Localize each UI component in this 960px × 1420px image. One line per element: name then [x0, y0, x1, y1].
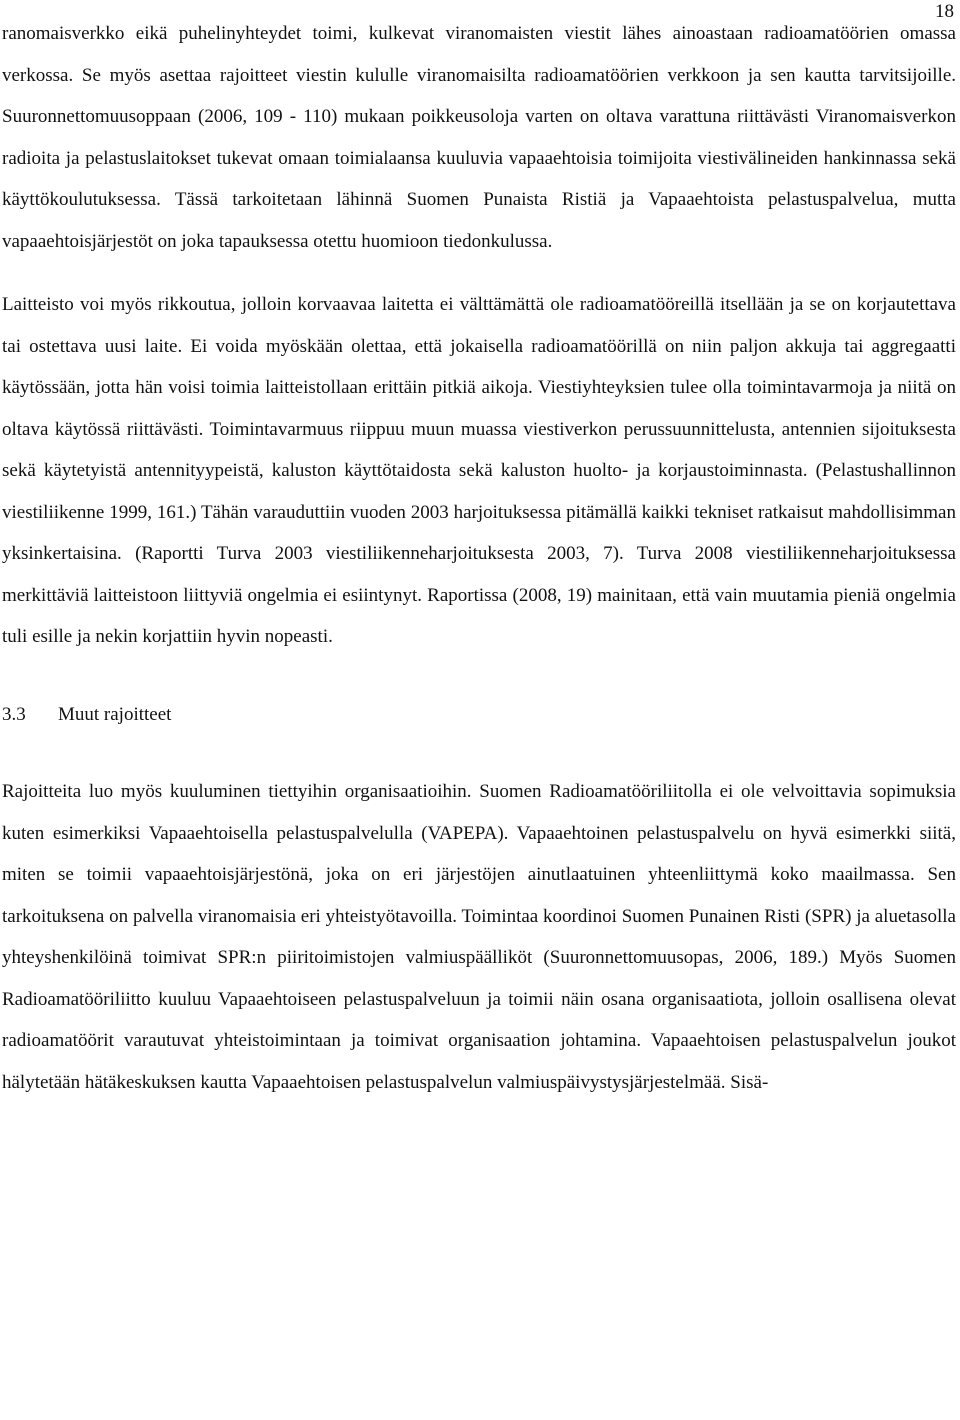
paragraph-3: Rajoitteita luo myös kuuluminen tiettyihin organisaatioihin. Suomen Radioamatööriliitolla ei ole velvoittavia sopimuksia kuten esimerkiksi Vapaaehtoisella pelastuspalvelulla (VAPEPA). Vapaaehtoinen pelastuspalvelu on hyvä esimerkki siitä, miten se toimii vapaaehtoisjärjestönä, joka on eri järjestöjen ainutlaatuinen yhteenliittymä koko maailmassa. Sen tarkoituksena on palvella viranomaisia eri yhteistyötavoilla. Toimintaa koordinoi Suomen Punainen Risti (SPR) ja aluetasolla yhteyshenkilöinä toimivat SPR:n piiritoimistojen valmiuspäälliköt (Suuronnettomuusopas, 2006, 189.) Myös Suomen Radioamatööriliitto kuuluu Vapaaehtoiseen pelastuspalveluun ja toimii näin osana organisaatiota, jolloin osallisena olevat radioamatöörit varautuvat yhteistoimintaan ja toimivat organisaation johtamina. Vapaaehtoisen pelastuspalvelun joukot hälytetään hätäkeskuksen kautta Vapaaehtoisen pelastuspalvelun valmiuspäivystysjärjestelmää. Sisä-: [2, 781, 956, 1093]
section-number: 3.3: [2, 703, 26, 725]
paragraph-1: ranomaisverkko eikä puhelinyhteydet toimi, kulkevat viranomaisten viestit lähes ainoastaan radioamatöörien omassa verkossa. Se myös asettaa rajoitteet viestin kululle viranomaisilta radioamatöörien verkkoon ja sen kautta tarvitsijoille. Suuronnettomuusoppaan (2006, 109 - 110) mukaan poikkeusoloja varten on oltava varattuna riittävästi Viranomaisverkon radioita ja pelastuslaitokset tukevat omaan toimialaansa kuuluvia vapaaehtoisia toimijoita viestivälineiden hankinnassa sekä käyttökoulutuksessa. Tässä tarkoitetaan lähinnä Suomen Punaista Ristiä ja Vapaaehtoista pelastuspalvelua, mutta vapaaehtoisjärjestöt on joka tapauksessa otettu huomioon tiedonkulussa.: [2, 23, 956, 252]
page-number: 18: [935, 1, 954, 22]
paragraph-2: Laitteisto voi myös rikkoutua, jolloin korvaavaa laitetta ei välttämättä ole radioamatööreillä itsellään ja se on korjautettava tai ostettava uusi laite. Ei voida myöskään olettaa, että jokaisella radioamatöörillä on niin paljon akkuja tai aggregaatti käytössään, jotta hän voisi toimia laitteistollaan erittäin pitkiä aikoja. Viestiyhteyksien tulee olla toimintavarmoja ja niitä on oltava käytössä riittävästi. Toimintavarmuus riippuu muun muassa viestiverkon perussuunnittelusta, antennien sijoituksesta sekä käytetyistä antennityypeistä, kaluston käyttötaidosta sekä kaluston huolto- ja korjaustoiminnasta. (Pelastushallinnon viestiliikenne 1999, 161.) Tähän varauduttiin vuoden 2003 harjoituksessa pitämällä kaikki tekniset ratkaisut mahdollisimman yksinkertaisina. (Raportti Turva 2003 viestiliikenneharjoituksesta 2003, 7). Turva 2008 viestiliikenneharjoituksessa merkittäviä laitteistoon liittyviä ongelmia ei esiintynyt. Raportissa (2008, 19) mainitaan, että vain muutamia pieniä ongelmia tuli esille ja nekin korjattiin hyvin nopeasti.: [2, 294, 956, 647]
document-body: [2, 13, 956, 1103]
section-heading: [2, 694, 956, 736]
section-title: Muut rajoitteet: [58, 703, 172, 725]
